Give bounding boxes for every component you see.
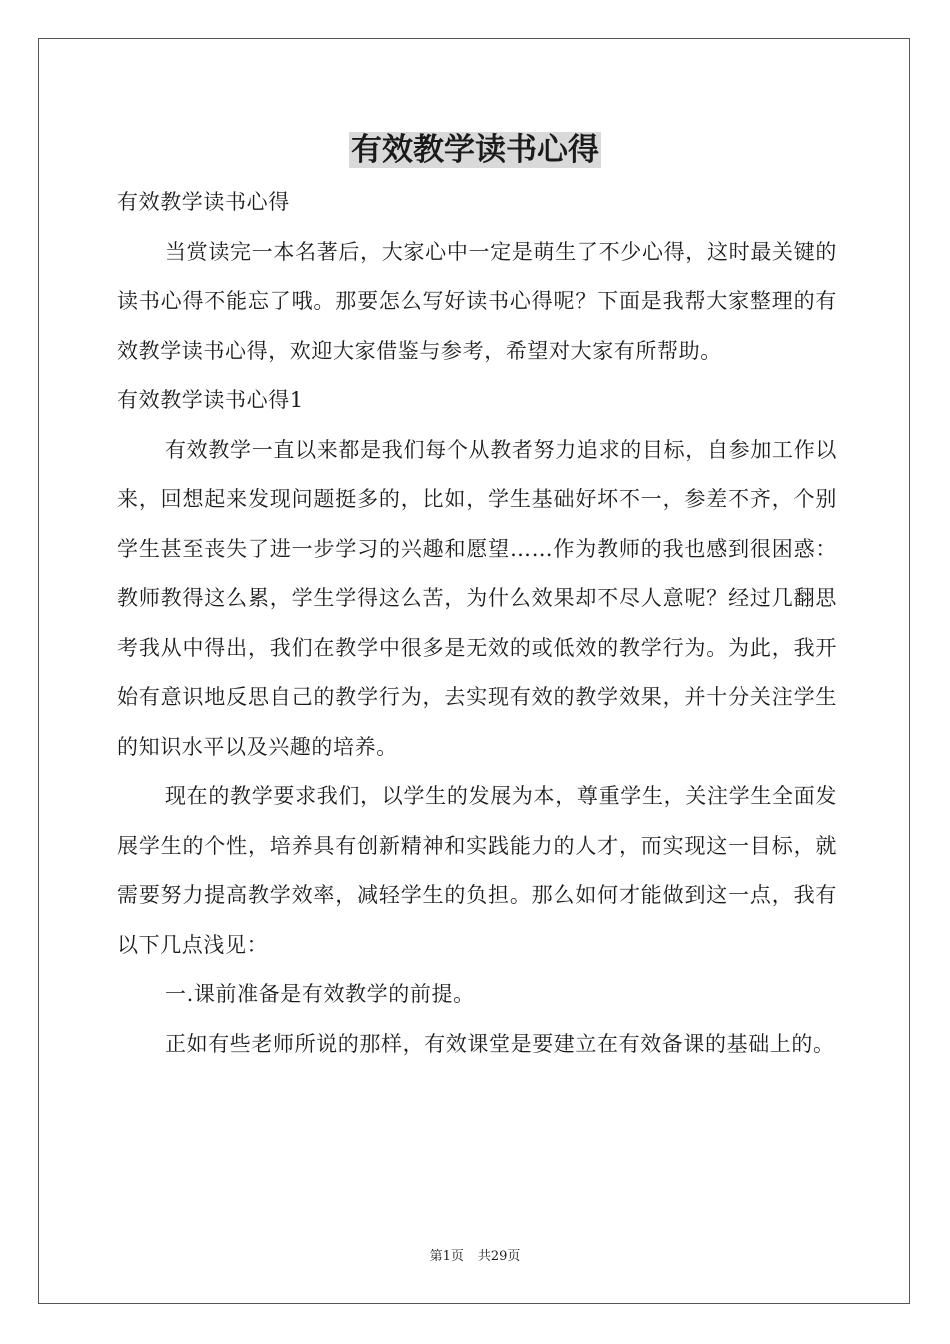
subtitle-line: 有效教学读书心得 <box>117 190 290 214</box>
document-body <box>117 178 837 1069</box>
body-paragraph: 有效教学一直以来都是我们每个从教者努力追求的目标，自参加工作以来，回想起来发现问题挺多的，比如，学生基础好坏不一，参差不齐，个别学生甚至丧失了进一步学习的兴趣和愿望……作为教师的我也感到很困惑：教师教得这么累，学生学得这么苦，为什么效果却不尽人意呢？经过几翻思考我从中得出，我们在教学中很多是无效的或低效的教学行为。为此，我开始有意识地反思自己的教学行为，去实现有效的教学效果，并十分关注学生的知识水平以及兴趣的培养。 <box>117 437 837 759</box>
body-paragraph: 现在的教学要求我们，以学生的发展为本，尊重学生，关注学生全面发展学生的个性，培养具有创新精神和实践能力的人才，而实现这一目标，就需要努力提高教学效率，减轻学生的负担。那么如何才能做到这一点，我有以下几点浅见： <box>117 784 837 957</box>
page-footer <box>0 1248 950 1266</box>
page-number: 第1页 <box>429 1249 464 1264</box>
intro-paragraph: 当赏读完一本名著后，大家心中一定是萌生了不少心得，这时最关键的读书心得不能忘了哦。那要怎么写好读书心得呢？下面是我帮大家整理的有效教学读书心得，欢迎大家借鉴与参考，希望对大家有所帮助。 <box>117 239 837 363</box>
document-title <box>0 128 950 172</box>
body-paragraph: 正如有些老师所说的那样，有效课堂是要建立在有效备课的基础上的。 <box>165 1031 835 1056</box>
point-heading: 一.课前准备是有效教学的前提。 <box>165 982 475 1006</box>
page-total: 共29页 <box>477 1249 521 1264</box>
section-heading: 有效教学读书心得1 <box>117 388 304 412</box>
title-text: 有效教学读书心得 <box>351 132 599 168</box>
